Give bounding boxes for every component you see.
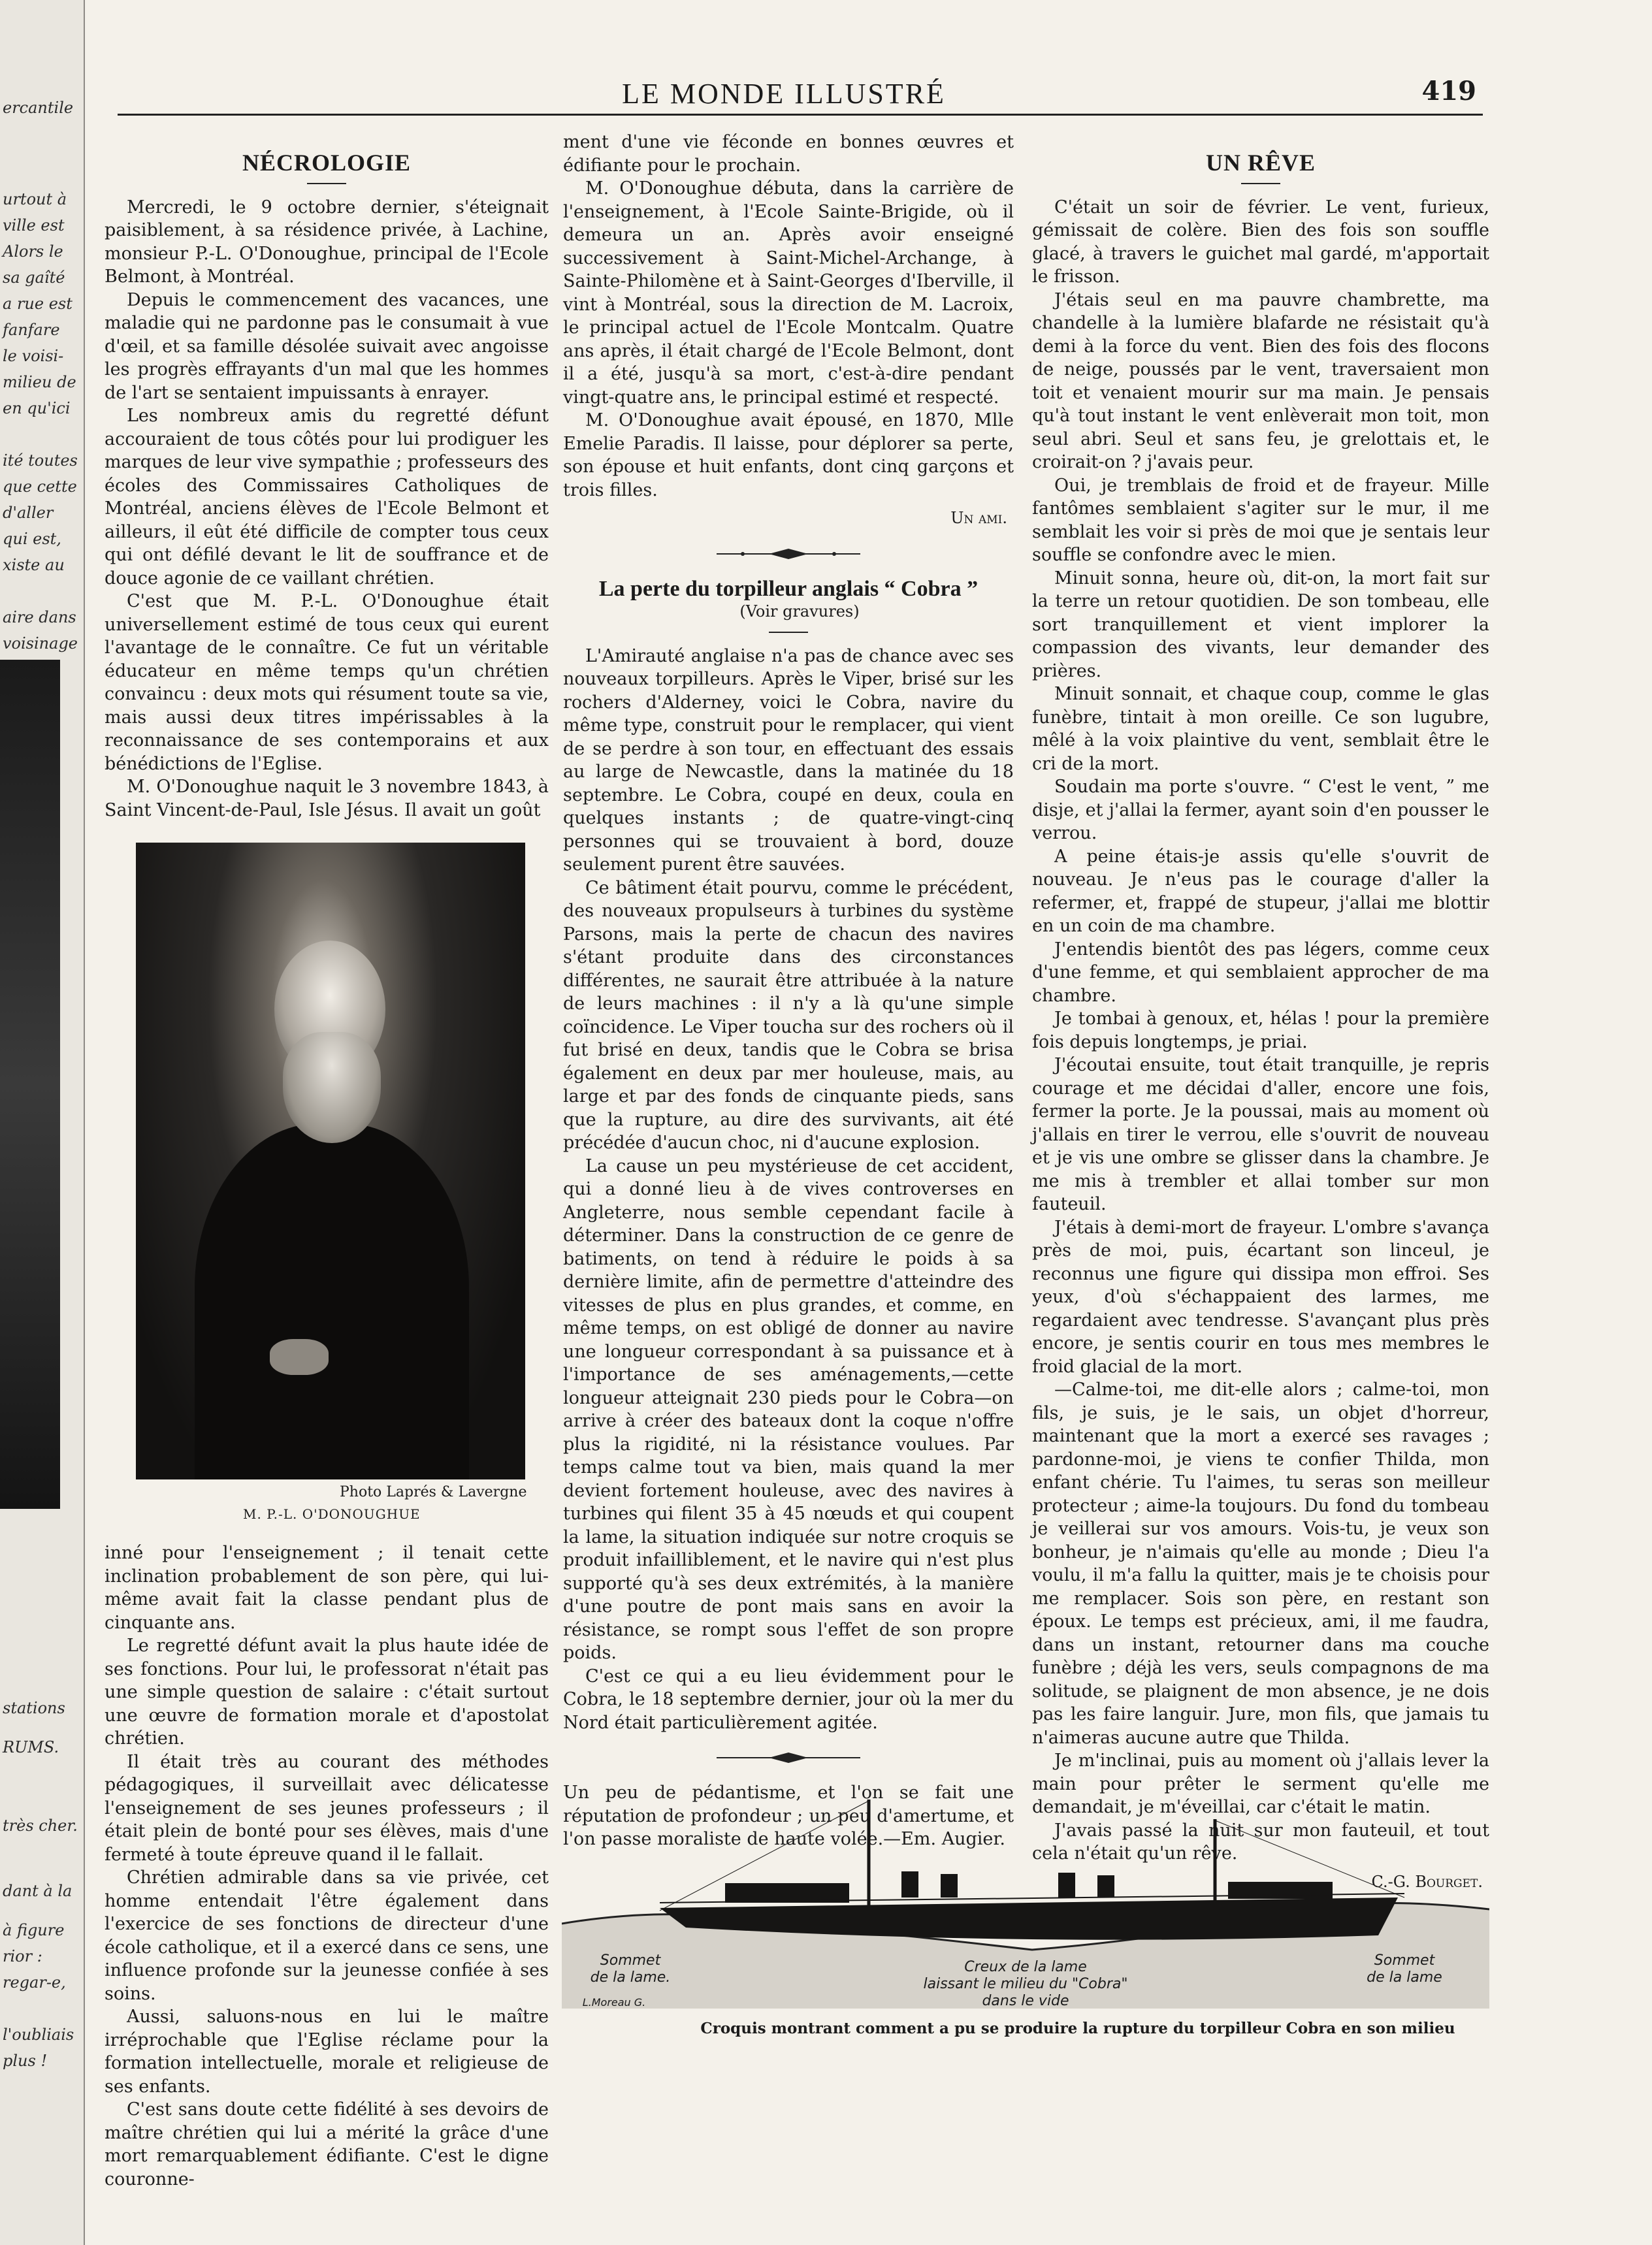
cobra-paragraph: C'est ce qui a eu lieu évidemment pour le Cobra, le 18 septembre dernier, jour où la mer du Nord était particulièrement agitée. <box>563 1666 1014 1733</box>
reve-paragraph: Je m'inclinai, puis au moment où j'allais lever la main pour prêter le serment qu'elle me demandait, je m'éveillai, car c'était le matin. <box>1032 1751 1489 1817</box>
gutter-text-fragment: RUMS. <box>3 1738 59 1756</box>
cobra-sketch-figure <box>562 1793 1489 2009</box>
gutter-text-fragment: qui est, <box>3 530 61 548</box>
cobra-subtitle: (Voir gravures) <box>739 602 860 621</box>
gutter-text-fragment: aire dans <box>3 608 76 626</box>
photo-caption: M. P.-L. O'DONOUGHUE <box>243 1506 421 1522</box>
gutter-text-fragment: urtout à <box>3 190 67 208</box>
reve-signature: C.-G. Bourget. <box>1371 1872 1483 1891</box>
reve-body <box>1032 196 1489 1865</box>
necrologie-paragraph: Chrétien admirable dans sa vie privée, cet homme entendait l'être également dans l'exercice de ses fonctions de directeur d'une école catholique, et il a exercé dans ce sens, une influence profonde sur la jeunesse confiée à ses soins. <box>105 1867 549 2004</box>
reve-paragraph: Minuit sonnait, et chaque coup, comme le glas funèbre, tintait à mon oreille. Ce son lugubre, mêlé à la voix plaintive du vent, semblait être le cri de la mort. <box>1032 684 1489 774</box>
necrologie-body-top <box>105 196 549 822</box>
gutter-text-fragment: l'oubliais <box>3 2026 74 2044</box>
title-rule <box>307 183 346 184</box>
gutter-text-fragment: milieu de <box>3 373 76 391</box>
header-rule <box>118 114 1483 116</box>
necrologie-paragraph: C'est sans doute cette fidélité à ses devoirs de maître chrétien qui lui a mérité la grâce d'une mort remarquablement édifiante. C'est le digne couronne- <box>105 2099 549 2189</box>
gutter-text-fragment: ville est <box>3 216 65 234</box>
necrologie-continued-paragraph: ment d'une vie féconde en bonnes œuvres et édifiante pour le prochain. <box>563 132 1014 176</box>
gutter-text-fragment: xiste au <box>3 556 65 574</box>
portrait-photo <box>136 843 525 1479</box>
label-wave-trough: Creux de la lame laissant le milieu du "Cobra" dans le vide <box>923 1959 1128 2009</box>
gutter-text-fragment: Alors le <box>3 242 63 261</box>
portrait-beard <box>283 1032 381 1143</box>
figure-caption: Croquis montrant comment a pu se produire la rupture du torpilleur Cobra en son milieu <box>700 2020 1455 2037</box>
necrologie-paragraph: Il était très au courant des méthodes pédagogiques, il surveillait avec délicatesse l'enseignement de ses jeunes professeurs ; il était plein de bonté pour ses élèves, mais d'une fermeté à toute épreuve quand il le fallait. <box>105 1751 549 1865</box>
portrait-hand <box>270 1339 329 1375</box>
ornament-divider-2 <box>704 1750 873 1766</box>
necrologie-continued-paragraph: M. O'Donoughue débuta, dans la carrière de l'enseignement, à l'Ecole Sainte-Brigide, où il demeura un an. Après avoir enseigné successivement à Saint-Michel-Archange, à Sainte-Philomène et à Saint-Georges d'Iberville, il vint à Montréal, sous la direction de M. Lacroix, le principal actuel de l'Ecole Montcalm. Quatre ans après, il était chargé de l'Ecole Belmont, dont il a été, jusqu'à sa mort, c'est-à-dire pendant vingt-quatre ans, le principal estimé et respecté. <box>563 178 1014 408</box>
reve-title: UN RÊVE <box>1205 150 1316 176</box>
reve-paragraph: C'était un soir de février. Le vent, furieux, gémissait de colère. Bien des fois son souffle glacé, à travers le guichet mal gardé, m'apportait le frisson. <box>1032 197 1489 287</box>
cobra-paragraph: La cause un peu mystérieuse de cet accident, qui a donné lieu à de vives controverses en Angleterre, nous semble cependant facile à déterminer. Dans la construction de ce genre de batiments, on tend à réduire le poids à sa dernière limite, afin de permettre d'atteindre des vitesses de plus en plus grandes, et comme, en même temps, on est obligé de donner au navire une longueur correspondant à sa puissance et à l'importance de ses aménagements,—cette longueur atteignait 230 pieds pour le Cobra—on arrive à créer des bateaux dont la coque n'offre plus la rigidité, ni la résistance voulues. Par temps calme tout va bien, mais quand la mer devient fortement houleuse, avec des navires à turbines qui filent 35 à 45 nœuds et qui coupent la lame, la situation indiquée sur notre croquis se produit infailliblement, et le navire qui n'est plus supporté qu'à ses deux extrémités, à la manière d'une poutre de pont mais sans en avoir la résistance, se rompt sous l'effet de son propre poids. <box>563 1155 1014 1663</box>
masthead: LE MONDE ILLUSTRÉ <box>622 78 946 110</box>
ornament-divider <box>704 546 873 562</box>
cobra-paragraph: Ce bâtiment était pourvu, comme le précédent, des nouveaux propulseurs à turbines du système Parsons, mais la perte de chacun des navires s'étant produite dans des circonstances différentes, ne saurait être attribuée à la nature de leurs machines : il n'y a là qu'une simple coïncidence. Le Viper toucha sur des rochers où il fut brisé en deux, tandis que le Cobra se brisa également en deux par mer houleuse, mais, au large et par des fonds de cinquante pieds, sans que la rupture, au dire des survivants, ait été précédée d'aucun choc, ni d'aucune explosion. <box>563 877 1014 1153</box>
necrologie-continuation <box>563 131 1014 502</box>
reve-paragraph: —Calme-toi, me dit-elle alors ; calme-toi, mon fils, je suis, je le sais, un objet d'horreur, maintenant que la mort a exercé ses ravages ; pardonne-moi, je viens te confier Thilda, mon enfant chérie. Tu l'aimes, tu seras son meilleur protecteur ; aime-la toujours. Du fond du tombeau je veillerai sur vos amours. Vois-tu, je veux son bonheur, je n'aimais qu'elle au monde ; Dieu l'a voulu, il m'a fallu la quitter, mais je te choisis pour me remplacer. Sois son père, en restant son époux. Le temps est précieux, ami, il me faudra, dans un instant, retourner dans ma couche funèbre ; déjà les vers, seuls compagnons de ma solitude, se plaignent de mon absence, je ne dois pas les faire languir. Jure, mon fils, que jamais tu n'aimeras aucune autre que Thilda. <box>1032 1380 1489 1748</box>
adjacent-photo-fragment <box>0 660 60 1509</box>
cobra-title: La perte du torpilleur anglais “ Cobra ” <box>598 576 979 601</box>
gutter-text-fragment: fanfare <box>3 321 60 339</box>
necrologie-column-bottom <box>105 1542 549 2191</box>
reve-paragraph: Je tombai à genoux, et, hélas ! pour la première fois depuis longtemps, je priai. <box>1032 1009 1489 1052</box>
cobra-rule <box>769 632 808 633</box>
label-wave-crest-right: Sommet de la lame <box>1367 1952 1442 1986</box>
reve-paragraph: Soudain ma porte s'ouvre. “ C'est le vent, ” me disje, et j'allai la fermer, ayant soin d'en pousser le verrou. <box>1032 777 1489 843</box>
necrologie-paragraph: Les nombreux amis du regretté défunt accouraient de tous côtés pour lui prodiguer les marques de leur vive sympathie ; professeurs des écoles des Commissaires Catholiques de Montréal, anciens élèves de l'Ecole Belmont et ailleurs, il eût été difficile de compter tous ceux qui ont défilé devant le lit de souffrance et de douce agonie de ce vaillant chrétien. <box>105 406 549 589</box>
necrologie-paragraph: M. O'Donoughue naquit le 3 novembre 1843, à Saint Vincent-de-Paul, Isle Jésus. Il avait un goût <box>105 777 549 820</box>
reve-paragraph: Minuit sonna, heure où, dit-on, la mort fait sur la terre un retour quotidien. De son tombeau, elle sort tranquillement et vient implorer la compassion des vivants, leur demander des prières. <box>1032 568 1489 681</box>
necrologie-paragraph: Aussi, saluons-nous en lui le maître irréprochable que l'Eglise réclame pour la formation intellectuelle, morale et religieuse de ses enfants. <box>105 2007 549 2097</box>
gutter-text-fragment: ité toutes <box>3 451 78 470</box>
cobra-paragraph: L'Amirauté anglaise n'a pas de chance avec ses nouveaux torpilleurs. Après le Viper, brisé sur les rochers d'Alderney, voici le Cobra, navire du même type, construit pour le remplacer, qui vient de se perdre à son tour, en effectuant des essais au large de Newcastle, dans la matinée du 18 septembre. Le Cobra, coupé en deux, coula en quelques instants ; de quatre-vingt-cinq personnes qui se trouvaient à bord, douze seulement purent être sauvées. <box>563 645 1014 875</box>
necrologie-column-top <box>105 152 549 822</box>
necrologie-continued-paragraph: M. O'Donoughue avait épousé, en 1870, Mlle Emelie Paradis. Il laisse, pour déplorer sa perte, son épouse et huit enfants, dont cinq garçons et trois filles. <box>563 410 1014 500</box>
reve-column <box>1032 152 1489 1894</box>
reve-paragraph: J'étais à demi-mort de frayeur. L'ombre s'avança près de moi, puis, écartant son linceul, je reconnus une figure qui dissipa mon effroi. Ses yeux, d'où s'échappaient des larmes, me regardaient avec tendresse. S'avançant plus près encore, je sentis courir en tous mes membres le froid glacial de la mort. <box>1032 1217 1489 1377</box>
necrologie-paragraph: C'est que M. P.-L. O'Donoughue était universellement estimé de tous ceux qui eurent l'avantage de le connaître. Ce fut un véritable éducateur en même temps qu'un chrétien convaincu : deux mots qui résument toute sa vie, mais aussi deux titres impérissables à la reconnaissance de ses contemporains et aux bénédictions de l'Eglise. <box>105 591 549 774</box>
gutter-text-fragment: sa gaîté <box>3 268 65 287</box>
gutter-text-fragment: regar-e, <box>3 1973 66 1992</box>
gutter-text-fragment: dant à la <box>3 1882 73 1900</box>
necrologie-paragraph: Depuis le commencement des vacances, une maladie qui ne pardonne pas le consumait à vue d'œil, et sa famille désolée suivait avec angoisse les progrès effrayants d'un mal que les hommes de l'art se sentaient impuissants à enrayer. <box>105 289 549 403</box>
reve-title-rule <box>1241 183 1280 184</box>
photo-credit: Photo Laprés & Lavergne <box>340 1484 527 1500</box>
gutter-text-fragment: en qu'ici <box>3 399 71 417</box>
gutter-text-fragment: très cher. <box>3 1817 78 1835</box>
gutter-text-fragment: rior : <box>3 1947 42 1965</box>
gutter-text-fragment: a rue est <box>3 295 73 313</box>
necrologie-signature: Un ami. <box>950 509 1007 527</box>
gutter-text-fragment: que cette <box>3 477 77 496</box>
reve-paragraph: J'entendis bientôt des pas légers, comme ceux d'une femme, et qui semblaient approcher de ma chambre. <box>1032 939 1489 1006</box>
necrologie-paragraph: Le regretté défunt avait la plus haute idée de ses fonctions. Pour lui, le professorat n'était pas une simple question de salaire : c'était surtout une œuvre de formation morale et d'apostolat chrétien. <box>105 1636 549 1749</box>
page-number: 419 <box>1421 76 1476 106</box>
gutter-text-fragment: voisinage <box>3 634 78 653</box>
necrologie-body-bottom <box>105 1542 549 2191</box>
portrait-coat <box>195 1123 469 1479</box>
reve-paragraph: Oui, je tremblais de froid et de frayeur. Mille fantômes semblaient s'agiter sur le mur, il me semblait les voir si près de moi que je sentais leur souffle se confondre avec le mien. <box>1032 475 1489 565</box>
gutter-text-fragment: à figure <box>3 1921 65 1939</box>
gutter-text-fragment: le voisi- <box>3 347 64 365</box>
augier-quote: Un peu de pédantisme, et l'on se fait une réputation de profondeur ; un peu d'amertume, et l'on passe moraliste de haute volée.—Em. Augier. <box>563 1783 1014 1849</box>
page-header <box>91 77 1476 116</box>
gutter-text-fragment: d'aller <box>3 504 54 522</box>
artist-signature: L.Moreau G. <box>582 1996 646 2009</box>
cobra-body <box>563 645 1014 1735</box>
necrologie-paragraph: Mercredi, le 9 octobre dernier, s'éteignait paisiblement, à sa résidence privée, à Lachine, monsieur P.-L. O'Donoughue, principal de l'Ecole Belmont, à Montréal. <box>105 197 549 287</box>
necrologie-title: NÉCROLOGIE <box>242 150 412 176</box>
label-wave-crest-left: Sommet de la lame. <box>590 1952 671 1986</box>
reve-paragraph: J'étais seul en ma pauvre chambrette, ma chandelle à la lumière blafarde ne résistait qu'à demi à la force du vent. Bien des fois des flocons de neige, poussés par le vent, traversaient mon toit et venaient mourir sur ma main. Je pensais qu'à tout instant le vent enlèverait mon toit, mon seul abri. Seul et sans feu, je grelottais et, le croirait-on ? j'avais peur. <box>1032 289 1489 472</box>
reve-paragraph: J'écoutai ensuite, tout était tranquille, je repris courage et me décidai d'aller, encore une fois, fermer la porte. Je la poussai, mais au moment où j'allais en tirer le verrou, elle s'ouvrit de nouveau et je vis une ombre se glisser dans la chambre. Je me mis à trembler et allai tomber sur mon fauteuil. <box>1032 1055 1489 1214</box>
gutter-text-fragment: ercantile <box>3 99 74 117</box>
necrologie-paragraph: inné pour l'enseignement ; il tenait cette inclination probablement de son père, qui lui-même avait fait la classe pendant plus de cinquante ans. <box>105 1543 549 1633</box>
middle-column <box>563 131 1014 1851</box>
reve-paragraph: A peine étais-je assis qu'elle s'ouvrit de nouveau. Je n'eus pas le courage d'aller la refermer, et, frappé de stupeur, j'allai me blottir en un coin de ma chambre. <box>1032 846 1489 936</box>
gutter-text-fragment: stations <box>3 1699 65 1717</box>
gutter-text-fragment: plus ! <box>3 2052 48 2070</box>
adjacent-page-gutter <box>0 0 85 2245</box>
reve-paragraph: J'avais passé la nuit sur mon fauteuil, et tout cela n'était qu'un rêve. <box>1032 1820 1489 1864</box>
